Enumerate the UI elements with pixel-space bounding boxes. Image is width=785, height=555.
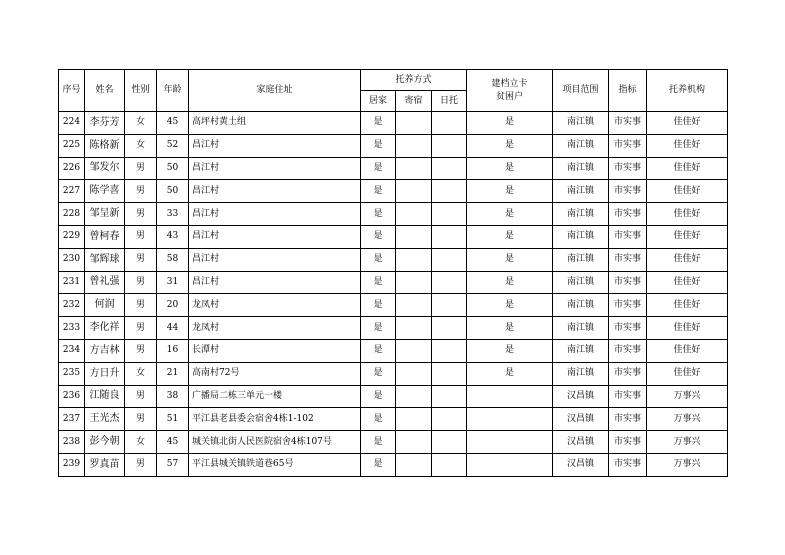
cell-gender: 男	[125, 317, 157, 340]
cell-poor-household: 是	[467, 339, 553, 362]
cell-quota: 市实事	[609, 271, 647, 294]
cell-address: 昌江村	[189, 271, 361, 294]
cell-seq: 234	[59, 339, 85, 362]
cell-care-home: 是	[361, 339, 396, 362]
header-care-home: 居家	[361, 91, 396, 112]
header-age: 年龄	[157, 70, 189, 112]
table-row	[59, 271, 728, 294]
cell-care-boarding	[396, 134, 432, 157]
header-care-boarding: 寄宿	[396, 91, 432, 112]
cell-address: 高南村72号	[189, 362, 361, 385]
cell-institution: 万事兴	[647, 385, 728, 408]
cell-care-home: 是	[361, 431, 396, 454]
cell-address: 龙凤村	[189, 317, 361, 340]
cell-care-boarding	[396, 157, 432, 180]
cell-project-scope: 南江镇	[553, 362, 609, 385]
cell-institution: 佳佳好	[647, 225, 728, 248]
cell-care-boarding	[396, 203, 432, 226]
cell-seq: 239	[59, 453, 85, 476]
cell-care-boarding	[396, 180, 432, 203]
cell-name: 方日升	[85, 362, 125, 385]
cell-institution: 佳佳好	[647, 157, 728, 180]
cell-care-home: 是	[361, 362, 396, 385]
cell-age: 44	[157, 317, 189, 340]
table-row	[59, 431, 728, 454]
cell-age: 51	[157, 408, 189, 431]
table-row	[59, 180, 728, 203]
cell-institution: 佳佳好	[647, 203, 728, 226]
cell-quota: 市实事	[609, 362, 647, 385]
cell-seq: 237	[59, 408, 85, 431]
cell-care-day	[432, 453, 467, 476]
cell-age: 16	[157, 339, 189, 362]
cell-age: 52	[157, 134, 189, 157]
cell-institution: 佳佳好	[647, 248, 728, 271]
cell-care-home: 是	[361, 271, 396, 294]
table-row	[59, 112, 728, 135]
cell-gender: 男	[125, 294, 157, 317]
cell-name: 陈格新	[85, 134, 125, 157]
cell-poor-household: 是	[467, 157, 553, 180]
cell-care-home: 是	[361, 453, 396, 476]
cell-project-scope: 南江镇	[553, 271, 609, 294]
cell-age: 45	[157, 112, 189, 135]
cell-quota: 市实事	[609, 248, 647, 271]
table-row	[59, 294, 728, 317]
cell-project-scope: 南江镇	[553, 248, 609, 271]
cell-age: 58	[157, 248, 189, 271]
table-row	[59, 339, 728, 362]
cell-project-scope: 南江镇	[553, 294, 609, 317]
cell-care-day	[432, 294, 467, 317]
cell-quota: 市实事	[609, 112, 647, 135]
cell-care-day	[432, 362, 467, 385]
table-row	[59, 157, 728, 180]
cell-name: 邹呈新	[85, 203, 125, 226]
cell-seq: 224	[59, 112, 85, 135]
cell-care-day	[432, 317, 467, 340]
cell-seq: 225	[59, 134, 85, 157]
cell-gender: 男	[125, 339, 157, 362]
cell-institution: 佳佳好	[647, 339, 728, 362]
cell-seq: 236	[59, 385, 85, 408]
cell-seq: 238	[59, 431, 85, 454]
cell-institution: 万事兴	[647, 408, 728, 431]
cell-project-scope: 南江镇	[553, 112, 609, 135]
cell-age: 38	[157, 385, 189, 408]
cell-care-boarding	[396, 225, 432, 248]
cell-address: 昌江村	[189, 225, 361, 248]
cell-age: 45	[157, 431, 189, 454]
cell-name: 江随良	[85, 385, 125, 408]
cell-care-boarding	[396, 385, 432, 408]
cell-gender: 男	[125, 180, 157, 203]
cell-age: 50	[157, 180, 189, 203]
cell-care-boarding	[396, 248, 432, 271]
cell-quota: 市实事	[609, 134, 647, 157]
cell-name: 何润	[85, 294, 125, 317]
cell-address: 昌江村	[189, 180, 361, 203]
cell-gender: 男	[125, 157, 157, 180]
table-row	[59, 385, 728, 408]
cell-quota: 市实事	[609, 203, 647, 226]
cell-age: 20	[157, 294, 189, 317]
cell-quota: 市实事	[609, 453, 647, 476]
cell-seq: 232	[59, 294, 85, 317]
cell-project-scope: 汉昌镇	[553, 453, 609, 476]
cell-care-home: 是	[361, 294, 396, 317]
cell-age: 50	[157, 157, 189, 180]
cell-care-day	[432, 112, 467, 135]
cell-care-day	[432, 134, 467, 157]
cell-care-day	[432, 431, 467, 454]
cell-gender: 男	[125, 225, 157, 248]
cell-care-day	[432, 157, 467, 180]
cell-address: 龙凤村	[189, 294, 361, 317]
table-header	[59, 70, 728, 112]
cell-address: 长潭村	[189, 339, 361, 362]
cell-institution: 佳佳好	[647, 362, 728, 385]
cell-quota: 市实事	[609, 385, 647, 408]
cell-care-boarding	[396, 294, 432, 317]
header-care-day: 日托	[432, 91, 467, 112]
cell-gender: 男	[125, 248, 157, 271]
cell-care-home: 是	[361, 248, 396, 271]
cell-institution: 佳佳好	[647, 294, 728, 317]
cell-project-scope: 南江镇	[553, 134, 609, 157]
cell-name: 曾礼强	[85, 271, 125, 294]
cell-poor-household: 是	[467, 317, 553, 340]
cell-quota: 市实事	[609, 408, 647, 431]
cell-gender: 女	[125, 112, 157, 135]
cell-care-boarding	[396, 408, 432, 431]
cell-address: 昌江村	[189, 134, 361, 157]
cell-institution: 万事兴	[647, 453, 728, 476]
header-gender: 性别	[125, 70, 157, 112]
header-poor-household	[467, 70, 553, 112]
cell-address: 昌江村	[189, 157, 361, 180]
cell-age: 57	[157, 453, 189, 476]
cell-quota: 市实事	[609, 317, 647, 340]
cell-project-scope: 汉昌镇	[553, 431, 609, 454]
cell-institution: 佳佳好	[647, 271, 728, 294]
header-care-mode: 托养方式	[361, 70, 467, 91]
cell-care-home: 是	[361, 408, 396, 431]
cell-poor-household: 是	[467, 294, 553, 317]
cell-care-boarding	[396, 271, 432, 294]
table-row	[59, 225, 728, 248]
cell-care-boarding	[396, 339, 432, 362]
cell-gender: 男	[125, 385, 157, 408]
cell-project-scope: 汉昌镇	[553, 385, 609, 408]
cell-poor-household	[467, 431, 553, 454]
cell-care-boarding	[396, 362, 432, 385]
cell-gender: 男	[125, 408, 157, 431]
cell-institution: 佳佳好	[647, 317, 728, 340]
cell-project-scope: 南江镇	[553, 157, 609, 180]
cell-care-home: 是	[361, 180, 396, 203]
cell-institution: 佳佳好	[647, 180, 728, 203]
cell-project-scope: 汉昌镇	[553, 408, 609, 431]
cell-name: 罗真苗	[85, 453, 125, 476]
cell-quota: 市实事	[609, 180, 647, 203]
cell-care-day	[432, 180, 467, 203]
cell-gender: 女	[125, 431, 157, 454]
cell-poor-household: 是	[467, 112, 553, 135]
cell-gender: 男	[125, 271, 157, 294]
cell-age: 43	[157, 225, 189, 248]
cell-care-boarding	[396, 453, 432, 476]
cell-name: 邹辉球	[85, 248, 125, 271]
header-quota: 指标	[609, 70, 647, 112]
cell-care-home: 是	[361, 112, 396, 135]
header-name: 姓名	[85, 70, 125, 112]
table-row	[59, 203, 728, 226]
cell-name: 陈学喜	[85, 180, 125, 203]
cell-name: 王光杰	[85, 408, 125, 431]
cell-care-home: 是	[361, 385, 396, 408]
table-row	[59, 134, 728, 157]
header-institution: 托养机构	[647, 70, 728, 112]
cell-quota: 市实事	[609, 225, 647, 248]
cell-care-home: 是	[361, 157, 396, 180]
cell-project-scope: 南江镇	[553, 203, 609, 226]
cell-name: 方吉林	[85, 339, 125, 362]
cell-care-day	[432, 385, 467, 408]
cell-seq: 226	[59, 157, 85, 180]
cell-address: 高坪村黄土组	[189, 112, 361, 135]
cell-institution: 佳佳好	[647, 134, 728, 157]
cell-seq: 230	[59, 248, 85, 271]
cell-quota: 市实事	[609, 339, 647, 362]
cell-name: 彭今朝	[85, 431, 125, 454]
cell-gender: 男	[125, 453, 157, 476]
cell-gender: 女	[125, 362, 157, 385]
cell-care-day	[432, 339, 467, 362]
cell-project-scope: 南江镇	[553, 225, 609, 248]
cell-care-day	[432, 271, 467, 294]
cell-poor-household	[467, 408, 553, 431]
cell-name: 李化祥	[85, 317, 125, 340]
table-row	[59, 248, 728, 271]
cell-care-boarding	[396, 317, 432, 340]
cell-gender: 男	[125, 203, 157, 226]
cell-care-day	[432, 408, 467, 431]
cell-poor-household	[467, 385, 553, 408]
care-roster-table	[58, 69, 728, 477]
cell-care-boarding	[396, 431, 432, 454]
cell-poor-household: 是	[467, 180, 553, 203]
cell-quota: 市实事	[609, 157, 647, 180]
cell-care-home: 是	[361, 225, 396, 248]
cell-seq: 227	[59, 180, 85, 203]
cell-care-home: 是	[361, 134, 396, 157]
cell-project-scope: 南江镇	[553, 317, 609, 340]
cell-seq: 233	[59, 317, 85, 340]
cell-name: 李芬芳	[85, 112, 125, 135]
cell-care-day	[432, 248, 467, 271]
cell-poor-household: 是	[467, 362, 553, 385]
cell-gender: 女	[125, 134, 157, 157]
cell-name: 邹发尔	[85, 157, 125, 180]
table-row	[59, 317, 728, 340]
cell-care-boarding	[396, 112, 432, 135]
cell-seq: 235	[59, 362, 85, 385]
header-poor-household-line1: 建档立卡	[491, 79, 528, 90]
cell-poor-household: 是	[467, 134, 553, 157]
header-poor-household-line2: 贫困户	[496, 91, 524, 102]
table-row	[59, 408, 728, 431]
cell-care-day	[432, 225, 467, 248]
cell-poor-household: 是	[467, 271, 553, 294]
cell-address: 平江县老县委会宿舍4栋1-102	[189, 408, 361, 431]
cell-address: 平江县城关镇铁道巷65号	[189, 453, 361, 476]
cell-age: 21	[157, 362, 189, 385]
cell-care-day	[432, 203, 467, 226]
cell-care-home: 是	[361, 203, 396, 226]
cell-age: 31	[157, 271, 189, 294]
cell-institution: 万事兴	[647, 431, 728, 454]
cell-quota: 市实事	[609, 431, 647, 454]
cell-institution: 佳佳好	[647, 112, 728, 135]
header-address: 家庭住址	[189, 70, 361, 112]
cell-poor-household: 是	[467, 225, 553, 248]
cell-poor-household	[467, 453, 553, 476]
cell-address: 昌江村	[189, 248, 361, 271]
cell-seq: 228	[59, 203, 85, 226]
table-body	[59, 112, 728, 477]
header-project-scope: 项目范围	[553, 70, 609, 112]
cell-care-home: 是	[361, 317, 396, 340]
cell-project-scope: 南江镇	[553, 339, 609, 362]
table-row	[59, 453, 728, 476]
cell-address: 昌江村	[189, 203, 361, 226]
cell-address: 广播局二栋三单元一楼	[189, 385, 361, 408]
cell-seq: 229	[59, 225, 85, 248]
header-seq: 序号	[59, 70, 85, 112]
table-row	[59, 362, 728, 385]
cell-quota: 市实事	[609, 294, 647, 317]
cell-age: 33	[157, 203, 189, 226]
cell-poor-household: 是	[467, 203, 553, 226]
cell-address: 城关镇北街人民医院宿舍4栋107号	[189, 431, 361, 454]
cell-seq: 231	[59, 271, 85, 294]
cell-poor-household: 是	[467, 248, 553, 271]
cell-project-scope: 南江镇	[553, 180, 609, 203]
cell-name: 曾柯春	[85, 225, 125, 248]
